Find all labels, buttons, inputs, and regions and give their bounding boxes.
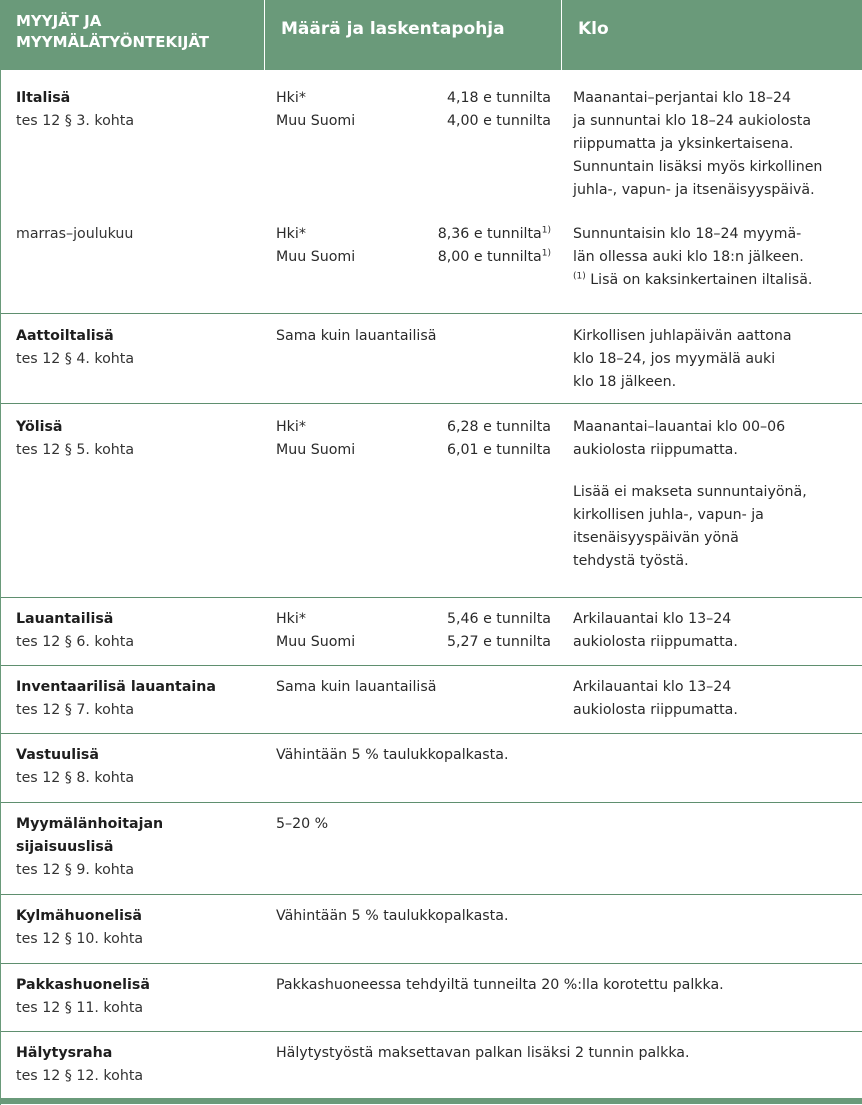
klo-line: ja sunnuntai klo 18–24 aukiolosta bbox=[573, 113, 812, 129]
row-title: Pakkashuonelisä bbox=[16, 977, 150, 993]
klo-line: län ollessa auki klo 18:n jälkeen. bbox=[573, 249, 804, 265]
row-reference: tes 12 § 8. kohta bbox=[16, 770, 135, 786]
header-col1-line1: MYYJÄT JA bbox=[16, 12, 102, 30]
klo-line: Sunnuntain lisäksi myös kirkollinen bbox=[573, 159, 823, 175]
row-reference: tes 12 § 5. kohta bbox=[16, 442, 135, 458]
row-title-cont: sijaisuuslisä bbox=[16, 839, 114, 855]
klo-line: Arkilauantai klo 13–24 bbox=[573, 611, 732, 627]
table-row-aatto bbox=[0, 314, 862, 404]
klo-line: Sunnuntaisin klo 18–24 myymä- bbox=[573, 226, 802, 242]
amount-label: Hki* bbox=[276, 90, 306, 106]
amount-muu bbox=[276, 631, 551, 654]
table-row-kylma bbox=[0, 895, 862, 964]
klo-line: aukiolosta riippumatta. bbox=[573, 634, 738, 650]
amount-label: Muu Suomi bbox=[276, 442, 356, 458]
row-title: Hälytysraha bbox=[16, 1045, 113, 1061]
amount-muu-marras bbox=[276, 246, 551, 269]
klo-line: Maanantai–lauantai klo 00–06 bbox=[573, 419, 786, 435]
klo-line: klo 18 jälkeen. bbox=[573, 374, 677, 390]
klo-line: Maanantai–perjantai klo 18–24 bbox=[573, 90, 792, 106]
row-reference: tes 12 § 4. kohta bbox=[16, 351, 135, 367]
amount-text: Vähintään 5 % taulukkopalkasta. bbox=[276, 908, 509, 924]
klo-line: itsenäisyyspäivän yönä bbox=[573, 530, 739, 546]
amount-hki bbox=[276, 416, 551, 439]
table-header bbox=[0, 0, 862, 70]
amount-text: 5–20 % bbox=[276, 816, 329, 832]
amount-text: Sama kuin lauantailisä bbox=[276, 328, 437, 344]
amount-hki-marras bbox=[276, 223, 551, 246]
amount-value: 5,27 e tunnilta bbox=[446, 634, 551, 650]
table-row-pakkas bbox=[0, 964, 862, 1032]
row-reference: tes 12 § 6. kohta bbox=[16, 634, 135, 650]
row-title: Aattoiltalisä bbox=[16, 328, 114, 344]
header-col-time: Klo bbox=[561, 0, 862, 70]
amount-value: 6,28 e tunnilta bbox=[446, 419, 551, 435]
row-reference: tes 12 § 9. kohta bbox=[16, 862, 135, 878]
amount-label: Muu Suomi bbox=[276, 634, 356, 650]
amount-value: 5,46 e tunnilta bbox=[446, 611, 551, 627]
amount-muu bbox=[276, 110, 551, 133]
row-title: Yölisä bbox=[16, 419, 63, 435]
row-reference: tes 12 § 3. kohta bbox=[16, 113, 135, 129]
row-reference: tes 12 § 7. kohta bbox=[16, 702, 135, 718]
table-row-vastuu bbox=[0, 734, 862, 803]
amount-text: Sama kuin lauantailisä bbox=[276, 679, 437, 695]
header-col-employees bbox=[0, 0, 264, 70]
row-title: Lauantailisä bbox=[16, 611, 114, 627]
amount-value: 4,18 e tunnilta bbox=[446, 90, 551, 106]
row-title-marras: marras–joulukuu bbox=[16, 226, 134, 242]
header-col-amount: Määrä ja laskentapohja bbox=[264, 0, 561, 70]
klo-line: aukiolosta riippumatta. bbox=[573, 702, 738, 718]
table-row-lauantai bbox=[0, 598, 862, 666]
klo-line: kirkollisen juhla-, vapun- ja bbox=[573, 507, 764, 523]
klo-line: klo 18–24, jos myymälä auki bbox=[573, 351, 776, 367]
footnote-marker: 1) bbox=[541, 225, 551, 236]
klo-line: Kirkollisen juhlapäivän aattona bbox=[573, 328, 792, 344]
row-title: Inventaarilisä lauantaina bbox=[16, 679, 216, 695]
row-title: Myymälänhoitajan bbox=[16, 816, 164, 832]
klo-line: Arkilauantai klo 13–24 bbox=[573, 679, 732, 695]
table-row-halytys bbox=[0, 1032, 862, 1098]
klo-line: tehdystä työstä. bbox=[573, 553, 689, 569]
row-title: Vastuulisä bbox=[16, 747, 99, 763]
amount-muu bbox=[276, 439, 551, 462]
row-reference: tes 12 § 12. kohta bbox=[16, 1068, 144, 1084]
table-bottom-rule bbox=[0, 1098, 862, 1104]
amount-value: 8,00 e tunnilta$^{1)}$ bbox=[437, 248, 551, 265]
klo-line: juhla-, vapun- ja itsenäisyyspäivä. bbox=[573, 182, 815, 198]
table-row-iltalisa bbox=[0, 70, 862, 314]
amount-label: Hki* bbox=[276, 611, 306, 627]
row-reference: tes 12 § 10. kohta bbox=[16, 931, 144, 947]
table-row-yolisa bbox=[0, 404, 862, 598]
klo-line: riippumatta ja yksinkertaisena. bbox=[573, 136, 794, 152]
amount-label: Hki* bbox=[276, 226, 306, 242]
amount-text: Hälytystyöstä maksettavan palkan lisäksi 2 tunnin palkka. bbox=[276, 1045, 690, 1061]
header-col1-line2: MYYMÄLÄTYÖNTEKIJÄT bbox=[16, 33, 209, 51]
amount-label: Hki* bbox=[276, 419, 306, 435]
amount-label: Muu Suomi bbox=[276, 249, 356, 265]
row-title: Iltalisä bbox=[16, 90, 71, 106]
amount-value: 4,00 e tunnilta bbox=[446, 113, 551, 129]
footnote-marker: 1) bbox=[541, 248, 551, 259]
row-title: Kylmähuonelisä bbox=[16, 908, 142, 924]
table-row-inventaario bbox=[0, 666, 862, 734]
amount-value: 6,01 e tunnilta bbox=[446, 442, 551, 458]
klo-line: aukiolosta riippumatta. bbox=[573, 442, 738, 458]
table-row-myymalanhoitaja bbox=[0, 803, 862, 895]
amount-value: 8,36 e tunnilta$^{1)}$ bbox=[437, 225, 551, 242]
left-border bbox=[0, 70, 1, 1105]
amount-text: Pakkashuoneessa tehdyiltä tunneilta 20 %:lla korotettu palkka. bbox=[276, 977, 724, 993]
amount-label: Muu Suomi bbox=[276, 113, 356, 129]
klo-line: Lisää ei makseta sunnuntaiyönä, bbox=[573, 484, 807, 500]
amount-hki bbox=[276, 608, 551, 631]
amount-text: Vähintään 5 % taulukkopalkasta. bbox=[276, 747, 509, 763]
amount-hki bbox=[276, 87, 551, 110]
row-reference: tes 12 § 11. kohta bbox=[16, 1000, 144, 1016]
klo-note: $^{(1)}$ Lisä on kaksinkertainen iltalisä. bbox=[573, 271, 813, 288]
